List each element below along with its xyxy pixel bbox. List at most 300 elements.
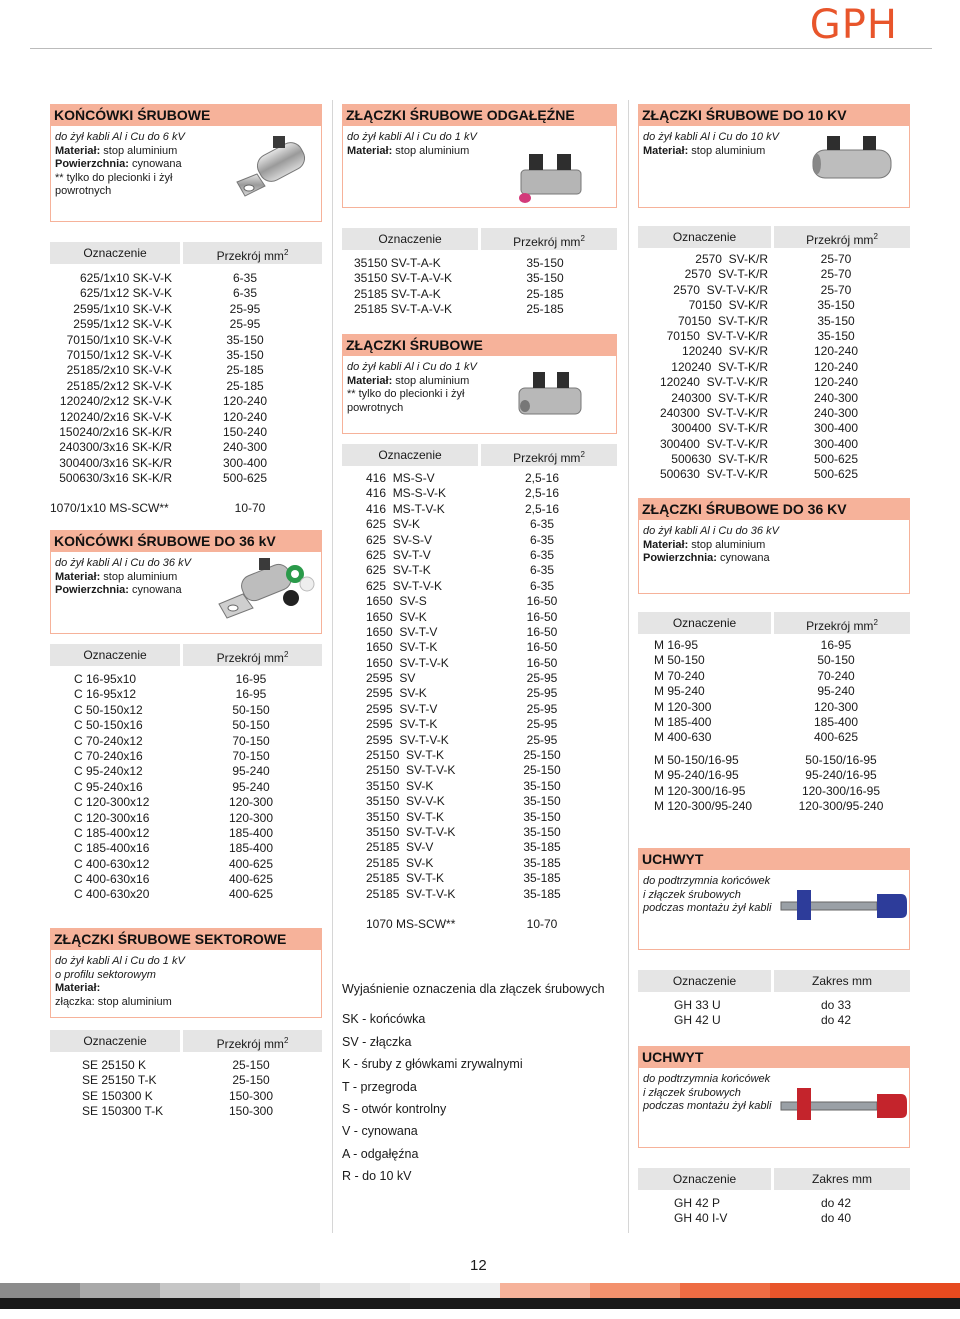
range-cell: 500-625 <box>222 471 268 486</box>
range-cell: 120-300 <box>813 699 859 714</box>
designation-cell: 120240/2x12 SK-V-K <box>59 394 172 409</box>
range-cell: 35-150 <box>817 328 855 343</box>
section-title: UCHWYT <box>638 848 910 870</box>
range-cell: 25-185 <box>526 302 564 317</box>
column-2 <box>342 100 617 1229</box>
range-cell: 240-300 <box>222 440 268 455</box>
designation-cell: 35150 SV-T-V-K <box>366 824 456 839</box>
table-row <box>638 684 910 699</box>
designation-cell: C 16-95x10 <box>74 672 137 686</box>
designation-cell: 120240 SV-T-V-K/R <box>659 375 768 390</box>
table-row <box>638 1196 910 1211</box>
table-row <box>342 563 617 578</box>
table-row <box>50 872 322 887</box>
table-header: Oznaczenie Przekrój $mm^2$ <box>342 228 617 250</box>
range-cell: 35-150 <box>226 332 264 347</box>
table-row <box>342 579 617 594</box>
section-sektorowe <box>50 928 322 1120</box>
range-cell: 6-35 <box>529 563 555 578</box>
designation-cell: 300400/3x16 SK-K/R <box>59 455 172 470</box>
designation-cell: 25150 SV-T-V-K <box>366 763 456 778</box>
table-row <box>638 344 910 359</box>
range-cell: 120-240 <box>222 394 268 409</box>
section-description: do żył kabli Al i Cu do 10 kV Materiał: stop aluminium <box>638 126 910 208</box>
table-header: Oznaczenie Przekrój $mm^2$ <box>342 444 617 466</box>
product-table <box>342 256 617 318</box>
range-cell: 25-95 <box>526 732 558 747</box>
legend-item: K - śruby z główkami zrywalnymi <box>342 1057 523 1072</box>
designation-cell: 240300 SV-T-V-K/R <box>659 405 768 420</box>
range-cell: 120-300 <box>228 810 274 825</box>
designation-cell: 150240/2x16 SK-K/R <box>59 424 172 439</box>
range-cell: 240-300 <box>813 405 859 420</box>
designation-cell: 120240 SV-T-K/R <box>671 359 768 374</box>
table-row <box>342 302 617 317</box>
range-cell: 35-150 <box>226 347 264 362</box>
range-cell: do 42 <box>820 1196 852 1210</box>
designation-cell: C 400-630x12 <box>74 856 150 871</box>
designation-cell: M 95-240/16-95 <box>654 768 739 783</box>
range-cell: 35-150 <box>523 824 561 839</box>
table-row <box>638 267 910 282</box>
range-cell: 6-35 <box>529 547 555 562</box>
range-cell: 300-400 <box>813 421 859 436</box>
table-row <box>342 517 617 532</box>
table-row <box>50 317 322 332</box>
designation-cell: M 120-300/95-240 <box>654 798 753 813</box>
range-cell: 70-240 <box>817 668 855 683</box>
range-cell: 25-150 <box>523 748 561 763</box>
table-row <box>638 768 910 783</box>
table-header: Oznaczenie Zakres mm <box>638 970 910 992</box>
section-description: do żył kabli Al i Cu do 1 kV o profilu sektorowym Materiał: złączka: stop aluminium <box>50 950 322 1018</box>
table-row <box>638 360 910 375</box>
designation-cell: 625/1x12 SK-V-K <box>79 286 172 301</box>
designation-cell: SE 25150 K <box>82 1058 147 1072</box>
table-header: Oznaczenie Przekrój $mm^2$ <box>638 226 910 248</box>
range-cell: 35-150 <box>526 271 564 286</box>
range-cell: 6-35 <box>529 578 555 593</box>
designation-cell: C 120-300x12 <box>74 795 150 810</box>
designation-cell: 625 SV-S-V <box>366 532 433 547</box>
range-cell: 120-240 <box>813 344 859 359</box>
legend-item: SK - końcówka <box>342 1012 426 1027</box>
range-cell: 50-150 <box>232 702 270 717</box>
table-row <box>50 379 322 394</box>
table-row <box>50 410 322 425</box>
designation-cell: C 70-240x16 <box>74 748 143 763</box>
product-table <box>50 271 322 486</box>
designation-cell: 25185/2x10 SK-V-K <box>66 363 172 378</box>
section-description: do żył kabli Al i Cu do 36 kV Materiał: stop aluminium Powierzchnia: cynowana <box>50 552 322 634</box>
table-row <box>50 1089 322 1104</box>
range-cell: 6-35 <box>529 517 555 532</box>
section-description: do podtrzymnia końcówek i złączek śrubowych podczas montażu żył kabli <box>638 870 910 950</box>
range-cell: 25-70 <box>820 267 852 282</box>
range-cell: 35-185 <box>523 871 561 886</box>
table-row <box>50 749 322 764</box>
product-table <box>342 471 617 902</box>
range-cell: 35-150 <box>526 256 564 270</box>
range-cell: 400-625 <box>813 730 859 745</box>
column-3 <box>638 100 910 1229</box>
table-header: Oznaczenie Zakres mm <box>638 1168 910 1190</box>
range-cell: 25-150 <box>523 763 561 778</box>
table-row <box>638 298 910 313</box>
product-table <box>50 1058 322 1120</box>
table-row <box>50 1104 322 1119</box>
range-cell: 95-240/16-95 <box>805 768 877 783</box>
table-row <box>50 425 322 440</box>
table-row <box>50 718 322 733</box>
table-row <box>342 871 617 886</box>
table-row <box>342 763 617 778</box>
range-cell: 16-95 <box>820 638 852 652</box>
range-cell: 70-150 <box>232 733 270 748</box>
table-row <box>638 753 910 768</box>
table-row <box>342 256 617 271</box>
designation-cell: 416 MS-T-V-K <box>366 501 445 516</box>
table-row <box>50 734 322 749</box>
table-row <box>342 825 617 840</box>
designation-cell: 35150 SV-T-K <box>366 809 445 824</box>
section-title: ZŁĄCZKI ŚRUBOWE SEKTOROWE <box>50 928 322 950</box>
table-row <box>50 456 322 471</box>
designation-cell: C 70-240x12 <box>74 733 143 748</box>
range-cell: 16-50 <box>526 640 558 655</box>
range-cell: 2,5-16 <box>524 486 560 501</box>
range-cell: 120-300/95-240 <box>798 798 884 813</box>
table-row <box>342 717 617 732</box>
range-cell: 35-150 <box>523 809 561 824</box>
designation-cell: 2595 SV-T-K <box>366 717 438 732</box>
designation-cell: M 16-95 <box>654 638 699 652</box>
range-cell: 2,5-16 <box>524 471 560 485</box>
designation-cell: 1650 SV-T-V <box>366 624 438 639</box>
range-cell: 16-50 <box>526 655 558 670</box>
designation-cell: 120240/2x16 SK-V-K <box>59 409 172 424</box>
designation-cell: 625/1x10 SK-V-K <box>79 271 172 285</box>
designation-cell: GH 42 U <box>674 1013 721 1028</box>
legend-item: S - otwór kontrolny <box>342 1102 447 1117</box>
range-cell: 120-240 <box>222 409 268 424</box>
range-cell: 120-240 <box>813 359 859 374</box>
table-row <box>638 437 910 452</box>
designation-cell: 625 SV-T-V-K <box>366 578 443 593</box>
range-cell: 25-95 <box>229 301 261 316</box>
range-cell: 25-185 <box>226 378 264 393</box>
designation-cell: SE 150300 K <box>82 1088 153 1103</box>
range-cell: 35-150 <box>523 794 561 809</box>
product-table <box>50 672 322 903</box>
range-cell: 70-150 <box>232 748 270 763</box>
range-cell: 185-400 <box>813 714 859 729</box>
table-row: 1070 MS-SCW** 10-70 <box>366 916 558 931</box>
designation-cell: 25185 SV-T-K <box>366 871 445 886</box>
range-cell: 400-625 <box>228 887 274 902</box>
designation-cell: 625 SV-T-V <box>366 547 431 562</box>
table-header: Oznaczenie Przekrój $mm^2$ <box>638 612 910 634</box>
range-cell: 95-240 <box>232 764 270 779</box>
designation-cell: 2570 SV-T-V-K/R <box>673 282 768 297</box>
table-row <box>638 406 910 421</box>
table-row <box>638 1211 910 1226</box>
designation-cell: 120240 SV-K/R <box>681 344 768 359</box>
designation-cell: 300400 SV-T-V-K/R <box>659 436 768 451</box>
range-cell: 16-95 <box>235 687 267 702</box>
range-cell: do 33 <box>820 998 852 1012</box>
section-description: do żył kabli Al i Cu do 1 kV Materiał: stop aluminium ** tylko do plecionki i żył powrotnych <box>342 356 617 434</box>
product-table <box>638 998 910 1029</box>
table-row <box>638 1013 910 1028</box>
designation-cell: 2595 SV <box>366 671 416 686</box>
range-cell: 50-150 <box>232 718 270 733</box>
designation-cell: 1650 SV-T-K <box>366 640 438 655</box>
designation-cell: M 50-150/16-95 <box>654 752 739 767</box>
legend-item: V - cynowana <box>342 1124 418 1139</box>
section-title: ZŁĄCZKI ŚRUBOWE DO 36 KV <box>638 498 910 520</box>
table-row <box>342 733 617 748</box>
range-cell: 35-185 <box>523 840 561 855</box>
section-odgalezne <box>342 104 617 318</box>
range-cell: 400-625 <box>228 872 274 887</box>
table-row <box>342 287 617 302</box>
range-cell: 120-240 <box>813 375 859 390</box>
table-row <box>342 594 617 609</box>
section-koncowki-36kv <box>50 530 322 903</box>
range-cell: 25-70 <box>820 282 852 297</box>
table-row <box>638 421 910 436</box>
range-cell: 16-50 <box>526 609 558 624</box>
designation-cell: C 120-300x16 <box>74 810 150 825</box>
table-row <box>50 826 322 841</box>
designation-cell: 25185 SV-T-A-K <box>354 286 441 301</box>
range-cell: 185-400 <box>228 825 274 840</box>
table-row <box>638 391 910 406</box>
designation-cell: 2595 SV-T-V-K <box>366 732 449 747</box>
table-row <box>638 730 910 745</box>
table-row <box>50 286 322 301</box>
designation-cell: 625 SV-T-K <box>366 563 431 578</box>
designation-cell: SE 150300 T-K <box>82 1104 164 1119</box>
page-number: 12 <box>470 1257 487 1274</box>
range-cell: 300-400 <box>222 455 268 470</box>
table-row <box>50 672 322 687</box>
table-row <box>342 548 617 563</box>
table-row <box>50 1073 322 1088</box>
section-title: ZŁĄCZKI ŚRUBOWE ODGAŁĘŹNE <box>342 104 617 126</box>
designation-cell: 35150 SV-T-A-V-K <box>354 271 453 286</box>
table-header: Oznaczenie Przekrój $mm^2$ <box>50 242 322 264</box>
table-row: 1070/1x10 MS-SCW** 10-70 <box>50 501 266 516</box>
table-row <box>50 703 322 718</box>
range-cell: 16-50 <box>526 594 558 609</box>
table-row <box>342 656 617 671</box>
section-title: ZŁĄCZKI ŚRUBOWE <box>342 334 617 356</box>
section-title: KOŃCÓWKI ŚRUBOWE <box>50 104 322 126</box>
table-row <box>342 502 617 517</box>
designation-cell: M 120-300 <box>654 699 712 714</box>
range-cell: 500-625 <box>813 452 859 467</box>
designation-cell: 416 MS-S-V <box>366 471 435 485</box>
table-row <box>638 283 910 298</box>
designation-cell: 70150 SV-T-K/R <box>677 313 768 328</box>
range-cell: 50-150/16-95 <box>805 752 877 767</box>
table-row <box>342 610 617 625</box>
designation-cell: 2570 SV-K/R <box>695 252 768 266</box>
table-header: Oznaczenie Przekrój $mm^2$ <box>50 644 322 666</box>
table-row <box>342 533 617 548</box>
designation-cell: 25185 SV-V <box>366 840 434 855</box>
designation-cell: M 95-240 <box>654 684 705 699</box>
table-row <box>638 784 910 799</box>
table-row <box>50 841 322 856</box>
designation-cell: GH 33 U <box>674 998 721 1012</box>
designation-cell: 35150 SV-T-A-K <box>354 256 441 270</box>
designation-cell: 416 MS-S-V-K <box>366 486 447 501</box>
section-do-10kv <box>638 104 910 483</box>
designation-cell: GH 42 P <box>674 1196 721 1210</box>
designation-cell: C 185-400x16 <box>74 841 150 856</box>
range-cell: 6-35 <box>232 286 258 301</box>
designation-cell: C 185-400x12 <box>74 825 150 840</box>
range-cell: 400-625 <box>228 856 274 871</box>
section-do-36kv <box>638 498 910 814</box>
range-cell: 35-150 <box>817 313 855 328</box>
range-cell: 120-300 <box>228 795 274 810</box>
table-row <box>50 795 322 810</box>
legend-item: A - odgałęźna <box>342 1146 419 1161</box>
designation-cell: C 16-95x12 <box>74 687 137 702</box>
designation-cell: 25185/2x12 SK-V-K <box>66 378 172 393</box>
table-row <box>342 856 617 871</box>
table-row <box>50 440 322 455</box>
designation-cell: C 50-150x16 <box>74 718 143 733</box>
range-cell: 25-150 <box>232 1058 270 1072</box>
table-row <box>342 779 617 794</box>
designation-cell: GH 40 I-V <box>674 1211 728 1226</box>
designation-cell: C 400-630x16 <box>74 872 150 887</box>
designation-cell: 70150 SV-T-V-K/R <box>666 328 768 343</box>
table-row <box>50 887 322 902</box>
table-row <box>638 998 910 1013</box>
range-cell: 25-185 <box>226 363 264 378</box>
product-table <box>638 1196 910 1227</box>
range-cell: 25-70 <box>820 252 852 266</box>
range-cell: 6-35 <box>232 271 258 285</box>
range-cell: 16-95 <box>235 672 267 686</box>
table-row <box>50 348 322 363</box>
product-table <box>638 252 910 483</box>
range-cell: 2,5-16 <box>524 501 560 516</box>
product-table <box>638 638 910 746</box>
table-row <box>342 686 617 701</box>
designation-cell: 25185 SV-T-V-K <box>366 886 456 901</box>
top-divider <box>30 48 932 49</box>
range-cell: 120-300/16-95 <box>801 783 881 798</box>
table-row <box>50 687 322 702</box>
range-cell: 185-400 <box>228 841 274 856</box>
designation-cell: 240300 SV-T-K/R <box>671 390 768 405</box>
column-divider <box>628 100 629 1233</box>
designation-cell: M 50-150 <box>654 653 705 668</box>
range-cell: 150-300 <box>228 1104 274 1119</box>
designation-cell: C 50-150x12 <box>74 702 143 717</box>
range-cell: 35-185 <box>523 886 561 901</box>
table-row <box>342 671 617 686</box>
range-cell: 95-240 <box>232 779 270 794</box>
designation-legend: Wyjaśnienie oznaczenia dla złączek śrubowych SK - końcówka SV - złączka K - śruby z główkami zrywalnymi T - przegroda S - otwór kontrolny V - cynowana A - odgałęźna R - do 10 kV <box>342 978 617 1188</box>
range-cell: 300-400 <box>813 436 859 451</box>
designation-cell: 2595 SV-K <box>366 686 427 701</box>
table-row <box>50 333 322 348</box>
designation-cell: 35150 SV-V-K <box>366 794 445 809</box>
table-row <box>638 669 910 684</box>
range-cell: 25-95 <box>229 317 261 332</box>
section-title: KOŃCÓWKI ŚRUBOWE DO 36 kV <box>50 530 322 552</box>
table-row <box>50 764 322 779</box>
product-table <box>638 753 910 815</box>
designation-cell: 240300/3x16 SK-K/R <box>59 440 172 455</box>
table-row <box>50 271 322 286</box>
table-row <box>638 653 910 668</box>
range-cell: 6-35 <box>529 532 555 547</box>
designation-cell: 25150 SV-T-K <box>366 748 445 763</box>
range-cell: 95-240 <box>817 684 855 699</box>
range-cell: 50-150 <box>817 653 855 668</box>
brand-logo: GPH <box>809 2 898 48</box>
designation-cell: 500630/3x16 SK-K/R <box>59 471 172 486</box>
designation-cell: 70150/1x10 SK-V-K <box>66 332 172 347</box>
designation-cell: 2595/1x10 SK-V-K <box>73 301 172 316</box>
table-row <box>50 394 322 409</box>
table-row <box>50 471 322 486</box>
table-row <box>50 363 322 378</box>
table-row <box>638 700 910 715</box>
designation-cell: M 70-240 <box>654 668 705 683</box>
table-row <box>342 471 617 486</box>
designation-cell: 500630 SV-T-V-K/R <box>659 467 768 482</box>
designation-cell: M 400-630 <box>654 730 712 745</box>
designation-cell: 300400 SV-T-K/R <box>671 421 768 436</box>
designation-cell: 70150/1x12 SK-V-K <box>66 347 172 362</box>
section-uchwyt-1 <box>638 848 910 1029</box>
table-row <box>342 840 617 855</box>
designation-cell: M 120-300/16-95 <box>654 783 746 798</box>
range-cell: 35-150 <box>523 778 561 793</box>
table-row <box>342 810 617 825</box>
range-cell: 500-625 <box>813 467 859 482</box>
table-row <box>50 857 322 872</box>
range-cell: 150-300 <box>228 1088 274 1103</box>
table-row <box>638 329 910 344</box>
designation-cell: SE 25150 T-K <box>82 1073 157 1088</box>
table-row <box>638 467 910 482</box>
range-cell: 240-300 <box>813 390 859 405</box>
designation-cell: 35150 SV-K <box>366 778 434 793</box>
designation-cell: M 185-400 <box>654 714 712 729</box>
designation-cell: C 400-630x20 <box>74 887 150 902</box>
table-row <box>342 640 617 655</box>
section-zlaczki <box>342 334 617 932</box>
range-cell: do 40 <box>820 1211 852 1226</box>
section-uchwyt-2 <box>638 1046 910 1227</box>
section-description: do żył kabli Al i Cu do 36 kV Materiał: stop aluminium Powierzchnia: cynowana <box>638 520 910 594</box>
designation-cell: 2595/1x12 SK-V-K <box>73 317 172 332</box>
table-row <box>638 715 910 730</box>
designation-cell: C 95-240x12 <box>74 764 143 779</box>
range-cell: 25-185 <box>526 286 564 301</box>
